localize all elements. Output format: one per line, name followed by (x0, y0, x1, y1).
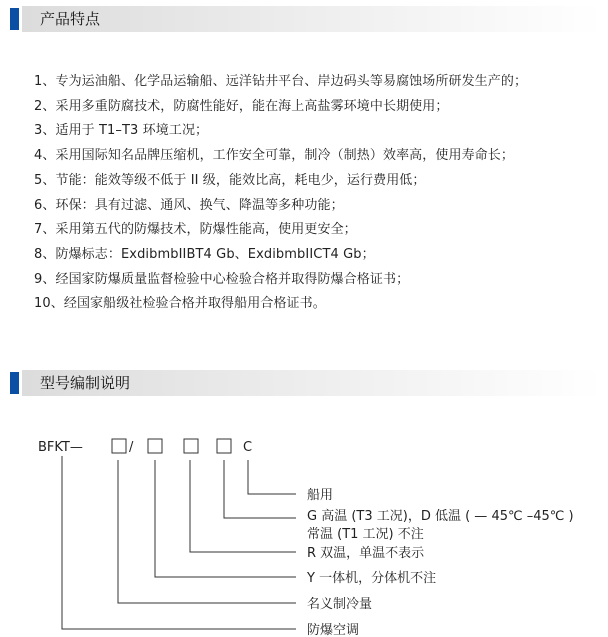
feature-item: 3、适用于 T1–T3 环境工况； (34, 123, 209, 139)
header-gradient-band (22, 6, 602, 32)
type-box (148, 439, 162, 453)
leader-line-capacity (118, 460, 296, 603)
feature-item: 9、经国家防爆质量监督检验中心检验合格并取得防爆合格证书； (34, 271, 410, 287)
leader-line-temp (224, 460, 296, 518)
feature-item: 6、环保：具有过滤、通风、换气、降温等多种功能； (34, 197, 344, 213)
features-section-title: 产品特点 (40, 10, 101, 28)
temp-box (217, 439, 231, 453)
leader-line-marine (248, 460, 296, 494)
capacity-box (112, 439, 126, 453)
label-capacity: 名义制冷量 (307, 597, 373, 612)
header-accent-bar (10, 8, 19, 30)
model-slash: / (129, 440, 134, 455)
model-suffix: C (243, 440, 253, 455)
model-section-header (2, 370, 602, 396)
feature-item: 8、防爆标志：ExdibmbIIBT4 Gb、ExdibmbIICT4 Gb； (34, 246, 375, 262)
feature-item: 7、采用第五代的防爆技术，防爆性能高，使用更安全； (34, 222, 357, 238)
feature-item: 5、节能：能效等级不低于 II 级，能效比高，耗电少，运行费用低； (34, 172, 426, 188)
label-one-piece: Y 一体机，分体机不注 (307, 571, 437, 586)
feature-item: 1、专为运油船、化学品运输船、远洋钻井平台、岸边码头等易腐蚀场所研发生产的； (34, 74, 528, 89)
label-explosion-proof-ac: 防爆空调 (307, 623, 360, 637)
label-marine: 船用 (307, 488, 334, 503)
model-code-diagram (0, 430, 608, 637)
features-section-header (2, 6, 602, 32)
label-temp-line1: G 高温 (T3 工况)，D 低温 ( — 45℃ –45℃ ) (307, 509, 574, 524)
label-dual-temp: R 双温，单温不表示 (307, 546, 425, 561)
model-section-title: 型号编制说明 (40, 374, 131, 392)
feature-item: 10、经国家船级社检验合格并取得船用合格证书。 (34, 296, 326, 312)
feature-item: 4、采用国际知名品牌压缩机，工作安全可靠，制冷（制热）效率高，使用寿命长； (34, 148, 514, 164)
features-list (34, 70, 604, 317)
label-temp-line2: 常温 (T1 工况) 不注 (307, 527, 424, 542)
leader-line-dual-temp (190, 460, 296, 552)
dual-temp-box (184, 439, 198, 453)
model-prefix: BFKT— (38, 440, 83, 455)
header-accent-bar (10, 372, 19, 394)
feature-item: 2、采用多重防腐技术，防腐性能好，能在海上高盐雾环境中长期使用； (34, 98, 449, 114)
